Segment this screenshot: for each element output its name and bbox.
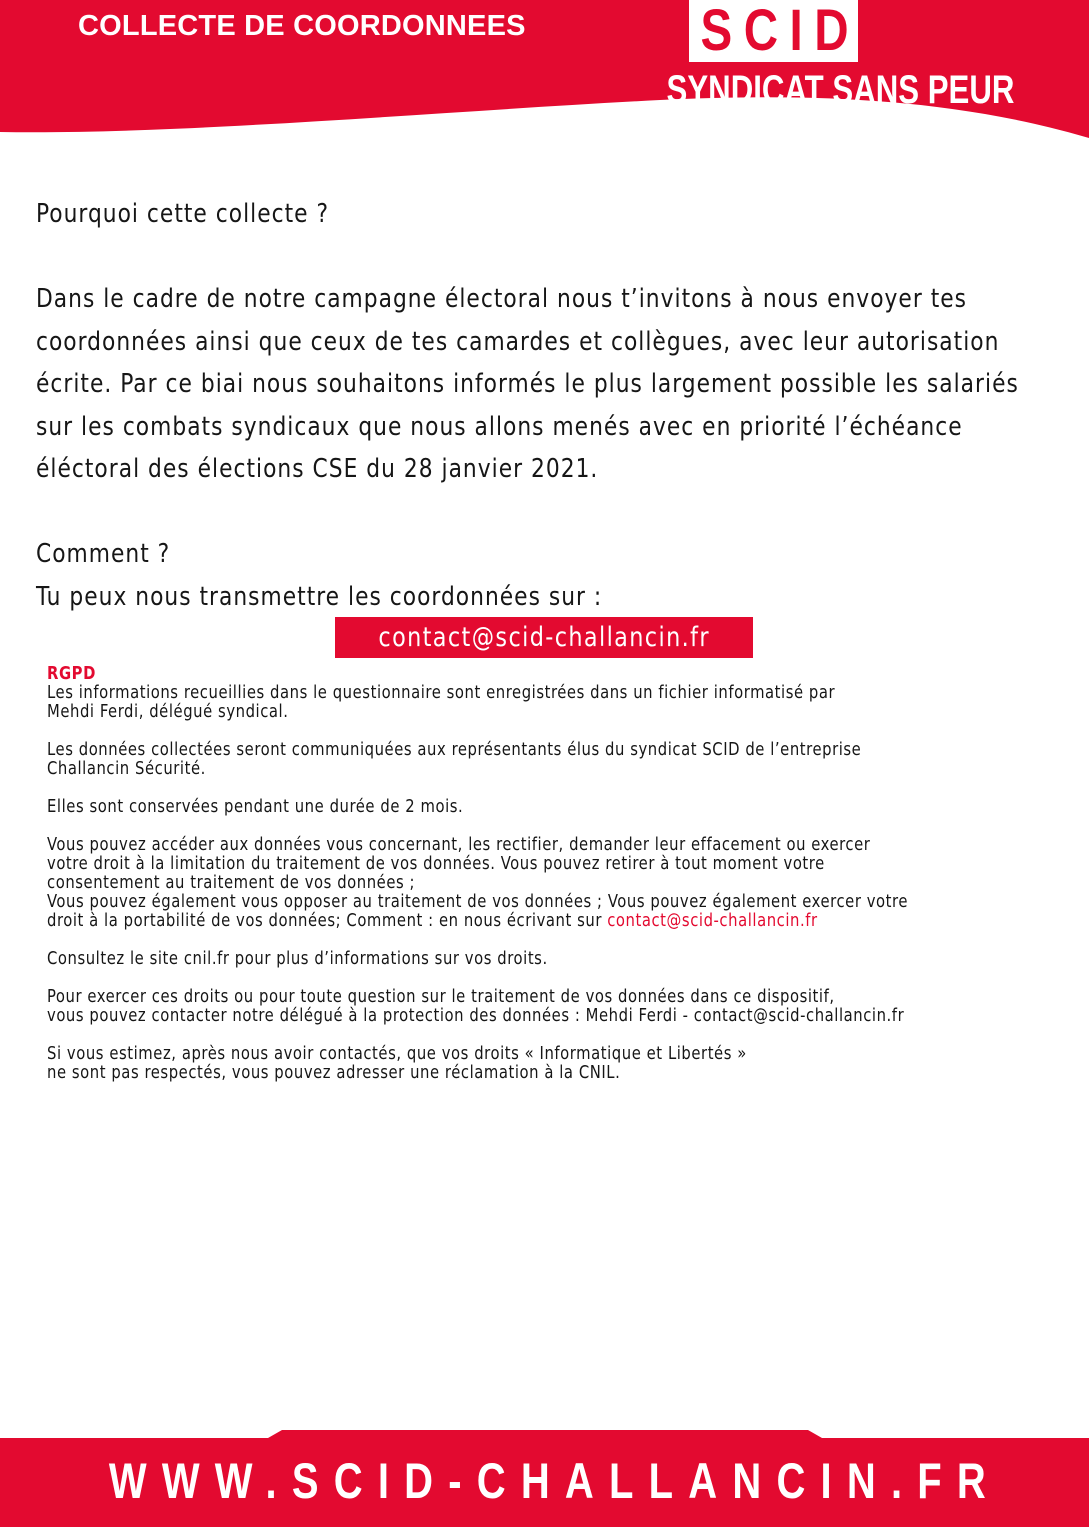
rgpd-line: Les données collectées seront communiquées aux représentants élus du syndicat SCID de l’entreprise [47, 740, 862, 760]
rgpd-line: Vous pouvez également vous opposer au traitement de vos données ; Vous pouvez également exercer votre [47, 892, 908, 912]
paragraph-line: sur les combats syndicaux que nous allons menés avec en priorité l’échéance [36, 411, 963, 442]
rgpd-line: Si vous estimez, après nous avoir contactés, que vos droits « Informatique et Libertés » [47, 1044, 747, 1064]
paragraph-line: Dans le cadre de notre campagne électoral nous t’invitons à nous envoyer tes [36, 284, 968, 314]
rgpd-line: Mehdi Ferdi, délégué syndical. [47, 702, 289, 722]
rgpd-paragraph [47, 988, 1006, 1026]
rgpd-paragraph [47, 798, 1006, 817]
rgpd-line: ne sont pas respectés, vous pouvez adresser une réclamation à la CNIL. [47, 1063, 621, 1083]
rgpd-paragraph [47, 836, 1006, 931]
rgpd-line: Pour exercer ces droits ou pour toute question sur le traitement de vos données dans ce dispositif, [47, 987, 835, 1007]
header-band [0, 0, 1089, 150]
question-why: Pourquoi cette collecte ? [36, 199, 330, 229]
website-url[interactable]: WWW.SCID-CHALLANCIN.FR [108, 1453, 1001, 1509]
rgpd-contact-link[interactable]: contact@scid-challancin.fr [607, 911, 818, 931]
transmit-intro: Tu peux nous transmettre les coordonnées sur : [36, 582, 603, 612]
rgpd-paragraph [47, 665, 1006, 722]
rgpd-line: votre droit à la limitation du traitement de vos données. Vous pouvez retirer à tout moment votre [47, 854, 825, 874]
contact-email-link[interactable]: contact@scid-challancin.fr [378, 622, 710, 653]
rgpd-section [47, 665, 1006, 1102]
rgpd-line: Les informations recueillies dans le questionnaire sont enregistrées dans un fichier informatisé par [47, 683, 836, 703]
rgpd-title: RGPD [47, 664, 96, 684]
slogan: SYNDICAT SANS PEUR [666, 68, 1015, 112]
rgpd-line: consentement au traitement de vos données ; [47, 873, 416, 893]
logo-text: SCID [700, 0, 861, 63]
paragraph-line: écrite. Par ce biai nous souhaitons informés le plus largement possible les salariés [36, 369, 1019, 399]
page-title: COLLECTE DE COORDONNEES [78, 10, 526, 42]
rgpd-line-text: droit à la portabilité de vos données; Comment : en nous écrivant sur [47, 911, 608, 931]
rgpd-line: Challancin Sécurité. [47, 759, 206, 779]
paragraph-line: coordonnées ainsi que ceux de tes camardes et collègues, avec leur autorisation [36, 326, 1000, 357]
paragraph-line: éléctoral des élections CSE du 28 janvier 2021. [36, 454, 599, 484]
question-how: Comment ? [36, 539, 171, 569]
rgpd-line: Elles sont conservées pendant une durée de 2 mois. [47, 797, 464, 817]
rgpd-paragraph [47, 950, 1006, 969]
rgpd-line: vous pouvez contacter notre délégué à la protection des données : Mehdi Ferdi - contact@scid-challancin.fr [47, 1006, 905, 1026]
rgpd-line [47, 912, 1006, 931]
rgpd-line: Vous pouvez accéder aux données vous concernant, les rectifier, demander leur effacement ou exercer [47, 835, 871, 855]
intro-paragraph [36, 278, 1019, 491]
rgpd-paragraph [47, 741, 1006, 779]
footer-band [0, 1408, 1089, 1527]
scid-logo [689, 0, 861, 63]
contact-email-box[interactable] [335, 617, 753, 658]
rgpd-line: Consultez le site cnil.fr pour plus d’informations sur vos droits. [47, 949, 548, 969]
rgpd-paragraph [47, 1045, 1006, 1083]
